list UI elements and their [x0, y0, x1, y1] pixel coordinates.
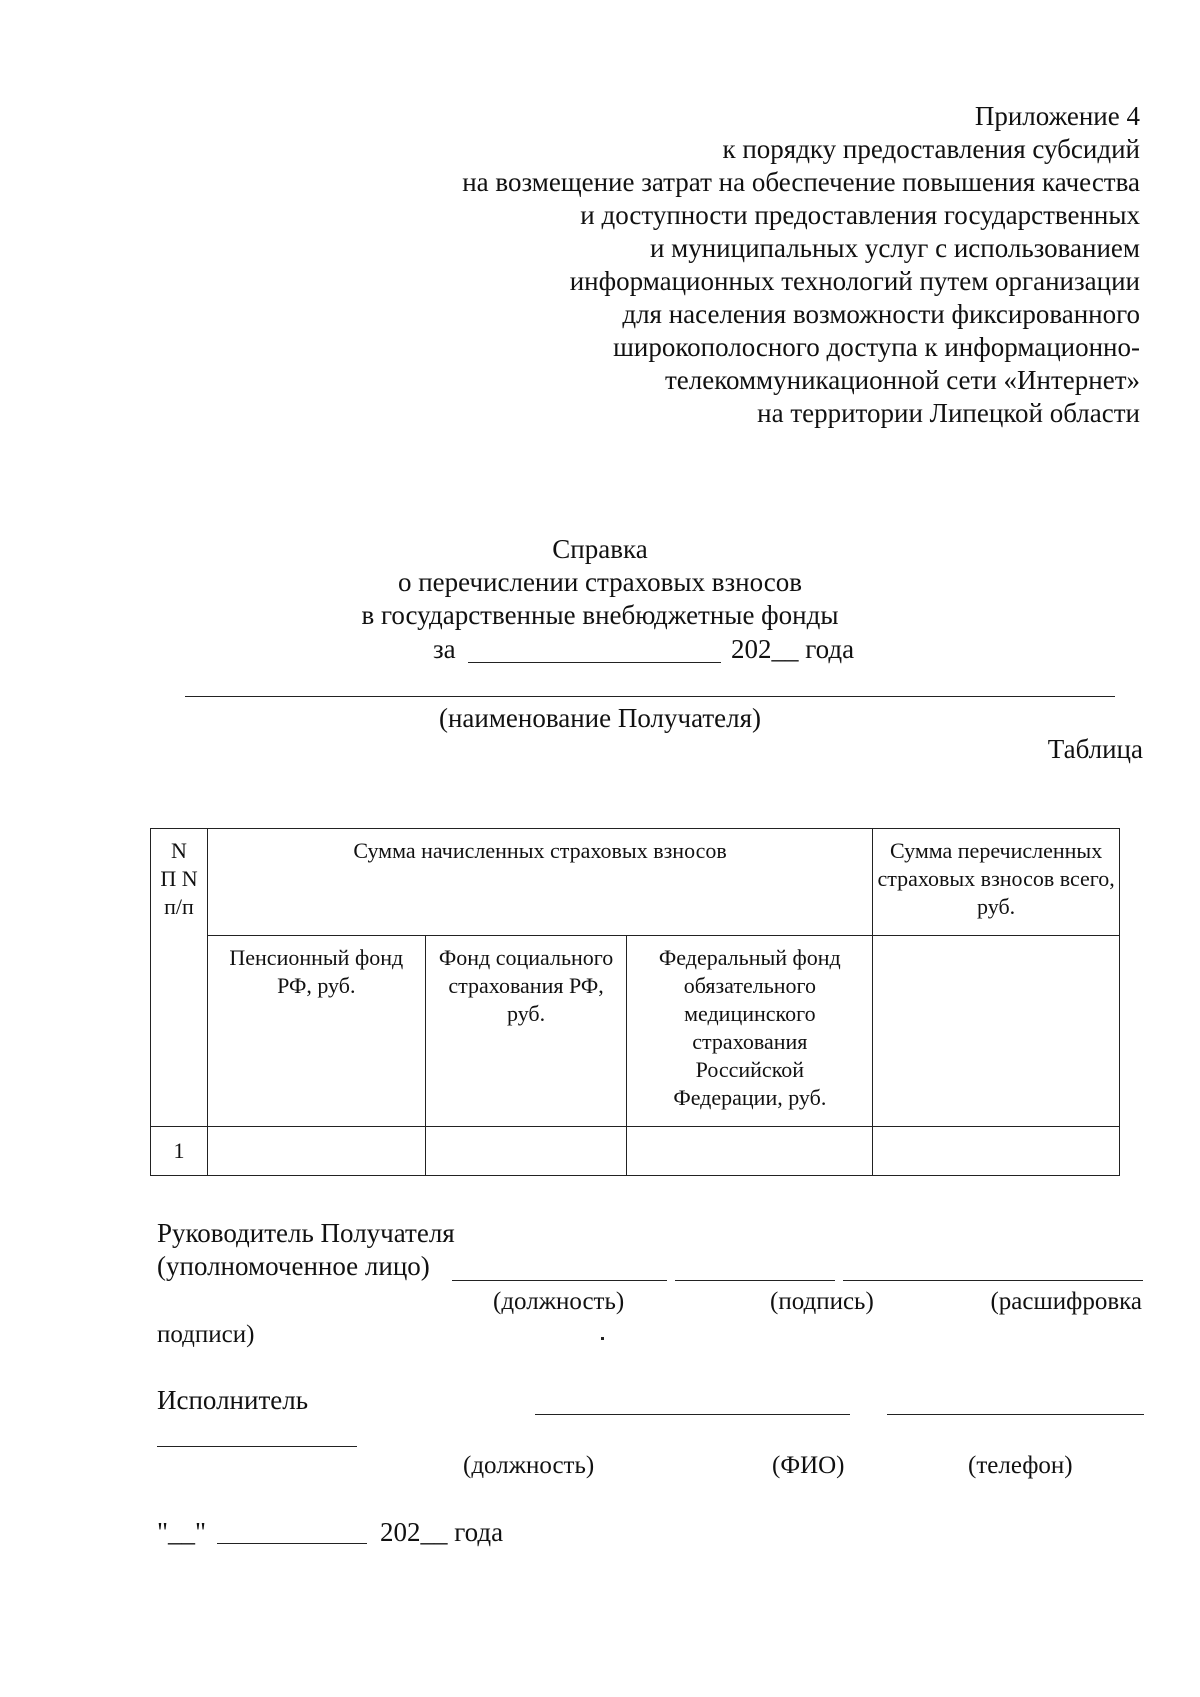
accrued-group-header: Сумма начисленных страховых взносов: [207, 829, 872, 936]
executor-phone-line[interactable]: [887, 1414, 1144, 1415]
title-line: о перечислении страховых взносов: [397, 567, 803, 597]
date-year: 202__ года: [380, 1517, 504, 1547]
title-line: Справка: [552, 534, 648, 564]
date-month-line[interactable]: [217, 1543, 367, 1544]
exec-phone-caption: (телефон): [968, 1452, 1073, 1479]
transferred-empty-cell: [873, 936, 1120, 1127]
appendix-line: на возмещение затрат на обеспечение повышения качества: [462, 167, 1140, 197]
medical-fund-header: Федеральный фонд обязательного медицинского страхования Российской Федерации, руб.: [627, 936, 873, 1127]
medical-value-cell[interactable]: [627, 1127, 873, 1176]
appendix-line: к порядку предоставления субсидий: [722, 134, 1140, 164]
table-label: Таблица: [1047, 734, 1143, 764]
social-value-cell[interactable]: [425, 1127, 627, 1176]
head-signature-line[interactable]: [675, 1280, 835, 1281]
appendix-line: Приложение 4: [974, 101, 1140, 131]
transferred-header: Сумма перечисленных страховых взносов всего, руб.: [873, 829, 1120, 936]
date-day: "__": [157, 1517, 207, 1547]
head-decoding-line[interactable]: [843, 1280, 1143, 1281]
appendix-line: и муниципальных услуг с использованием: [649, 233, 1140, 263]
contributions-table: [150, 828, 1120, 1176]
appendix-line: на территории Липецкой области: [757, 398, 1140, 428]
social-fund-header: Фонд социального страхования РФ, руб.: [425, 936, 627, 1127]
pension-value-cell[interactable]: [207, 1127, 425, 1176]
period-year: 202__ года: [731, 634, 855, 664]
appendix-header: [462, 100, 1140, 430]
appendix-line: информационных технологий путем организации: [569, 266, 1140, 296]
col-number-line: п/п: [164, 894, 194, 919]
title-line: в государственные внебюджетные фонды: [361, 600, 839, 630]
pension-fund-header: Пенсионный фонд РФ, руб.: [207, 936, 425, 1127]
decoding-caption-cont: подписи): [157, 1321, 255, 1348]
row-number-cell: 1: [151, 1127, 208, 1176]
transferred-value-cell[interactable]: [873, 1127, 1120, 1176]
recipient-name-line: [185, 696, 1115, 697]
col-number-line: П N: [160, 866, 198, 891]
period-prefix: за: [433, 634, 456, 664]
executor-label: Исполнитель: [157, 1385, 309, 1415]
appendix-line: для населения возможности фиксированного: [622, 299, 1140, 329]
col-number-line: N: [171, 838, 187, 863]
col-number-header: [151, 829, 208, 1127]
document-title: [0, 533, 1200, 632]
executor-name-line[interactable]: [535, 1414, 850, 1415]
exec-name-caption: (ФИО): [772, 1452, 845, 1479]
head-position-line[interactable]: [452, 1280, 667, 1281]
position-caption: (должность): [493, 1288, 625, 1315]
executor-position-line[interactable]: [157, 1446, 357, 1447]
stray-dot: [601, 1337, 604, 1340]
signature-caption: (подпись): [770, 1288, 874, 1315]
exec-position-caption: (должность): [463, 1452, 595, 1479]
appendix-line: телекоммуникационной сети «Интернет»: [665, 365, 1140, 395]
authorized-person-label: (уполномоченное лицо): [157, 1251, 430, 1281]
table-row: [151, 1127, 1120, 1176]
recipient-caption: (наименование Получателя): [438, 703, 762, 733]
period-blank-line: [468, 662, 721, 663]
appendix-line: и доступности предоставления государственных: [580, 200, 1140, 230]
head-label: Руководитель Получателя: [157, 1218, 455, 1248]
appendix-line: широкополосного доступа к информационно-: [613, 332, 1140, 362]
decoding-caption: (расшифровка: [990, 1288, 1142, 1315]
